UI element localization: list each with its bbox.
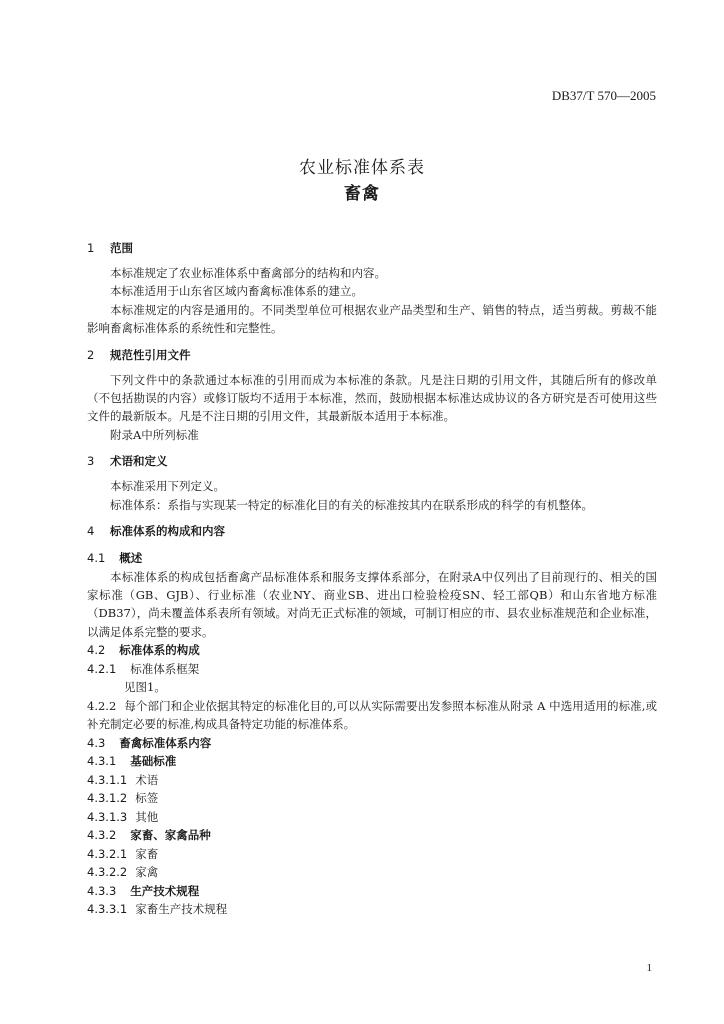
figure-reference: 见图1。	[124, 680, 166, 695]
page-number: 1	[646, 962, 652, 974]
subsection-4-3-1-heading	[87, 752, 657, 771]
subsection-title: 标准体系的构成	[119, 643, 200, 658]
section-4-heading	[87, 521, 657, 541]
paragraph: 下列文件中的条款通过本标准的引用而成为本标准的条款。凡是注日期的引用文件，其随后所有的修改单（不包括勘误的内容）或修订版均不适用于本标准，然而，鼓励根据本标准达成协议的各方研究是否可使用这些文件的最新版本。凡是不注日期的引用文件，其最新版本适用于本标准。	[87, 372, 657, 424]
subsection-title: 标签	[135, 791, 159, 805]
subsection-title: 标准体系框架	[130, 661, 200, 676]
subsection-number: 4.3.1.3	[87, 809, 128, 824]
paragraph: 本标准体系的构成包括畜禽产品标准体系和服务支撑体系部分，在附录A中仅列出了目前现行的、相关的国家标准（GB、GJB）、行业标准（农业NY、商业SB、进出口检验检疫SN、轻工部QB）和山东省地方标准（DB37），尚未覆盖体系表所有领域。对尚无正式标准的领域，可制订相应的市、县农业标准规范和企业标准，以满足体系完整的要求。	[87, 569, 657, 639]
section-number: 1	[87, 241, 95, 255]
subsection-4-3-heading	[87, 734, 657, 753]
subsection-4-2-2	[87, 697, 657, 734]
subsection-number: 4.3	[87, 735, 106, 750]
subsection-number: 4.3.1.1	[87, 772, 128, 787]
paragraph: 本标准采用下列定义。	[110, 479, 225, 494]
subsection-4-3-2-heading	[87, 826, 657, 845]
subsection-4-2-1-heading	[87, 660, 657, 679]
section-title: 范围	[110, 241, 134, 255]
section-title: 术语和定义	[110, 454, 168, 469]
subsection-4-1-heading	[87, 549, 657, 568]
subsection-title: 家畜、家禽品种	[130, 828, 211, 842]
section-1-heading	[87, 238, 657, 258]
subsection-title: 基础标准	[130, 754, 177, 768]
subsection-number: 4.3.3.1	[87, 902, 128, 916]
subsection-number: 4.3.2.2	[87, 865, 128, 879]
subsection-4-3-1-3	[87, 808, 657, 827]
subsection-title: 生产技术规程	[130, 883, 200, 898]
paragraph: 附录A中所列标准	[110, 427, 199, 442]
section-title: 标准体系的构成和内容	[110, 524, 226, 539]
standard-code: DB37/T 570—2005	[551, 88, 656, 103]
subsection-4-2-heading	[87, 641, 657, 660]
subsection-title: 概述	[119, 551, 143, 566]
subsection-title: 术语	[135, 772, 159, 787]
paragraph: 本标准规定的内容是通用的。不同类型单位可根据农业产品类型和生产、销售的特点，适当剪裁。剪裁不能影响畜禽标准体系的系统性和完整性。	[87, 302, 657, 336]
subsection-title: 家禽	[135, 865, 159, 879]
section-title: 规范性引用文件	[110, 347, 191, 362]
subsection-number: 4.2	[87, 643, 106, 658]
section-3-heading	[87, 451, 657, 471]
subsection-4-3-3-1	[87, 900, 657, 919]
subsection-4-3-3-heading	[87, 882, 657, 901]
section-2-heading	[87, 345, 657, 365]
subsection-4-3-1-2	[87, 789, 657, 808]
document-body	[87, 238, 657, 919]
section-number: 3	[87, 454, 95, 469]
subsection-number: 4.3.1.2	[87, 791, 128, 805]
subsection-4-3-1-1	[87, 771, 657, 790]
subsection-text: 每个部门和企业依据其特定的标准化目的,可以从实际需要出发参照本标准从附录 A 中选用适用的标准,或补充制定必要的标准,构成具备特定功能的标准体系。	[87, 698, 657, 732]
subsection-title: 家畜	[135, 846, 159, 861]
subsection-title: 家畜生产技术规程	[135, 902, 228, 916]
subsection-number: 4.3.2	[87, 828, 117, 842]
subsection-number: 4.3.3	[87, 883, 117, 898]
subsection-number: 4.3.1	[87, 754, 117, 768]
document-subtitle: 畜禽	[344, 184, 380, 204]
subsection-4-3-2-1	[87, 845, 657, 864]
subsection-number: 4.3.2.1	[87, 846, 128, 861]
document-title: 农业标准体系表	[299, 158, 425, 178]
section-number: 4	[87, 524, 95, 539]
subsection-number: 4.2.1	[87, 661, 117, 676]
paragraph: 本标准规定了农业标准体系中畜禽部分的结构和内容。	[110, 266, 386, 280]
subsection-number: 4.2.2	[87, 698, 117, 713]
subsection-number: 4.1	[87, 551, 106, 566]
subsection-4-3-2-2	[87, 863, 657, 882]
subsection-title: 其他	[135, 809, 159, 824]
paragraph: 标准体系：系指与实现某一特定的标准化目的有关的标准按其内在联系形成的科学的有机整体。	[110, 497, 593, 512]
paragraph: 本标准适用于山东省区域内畜禽标准体系的建立。	[110, 284, 363, 299]
subsection-title: 畜禽标准体系内容	[119, 735, 212, 750]
section-number: 2	[87, 347, 95, 362]
